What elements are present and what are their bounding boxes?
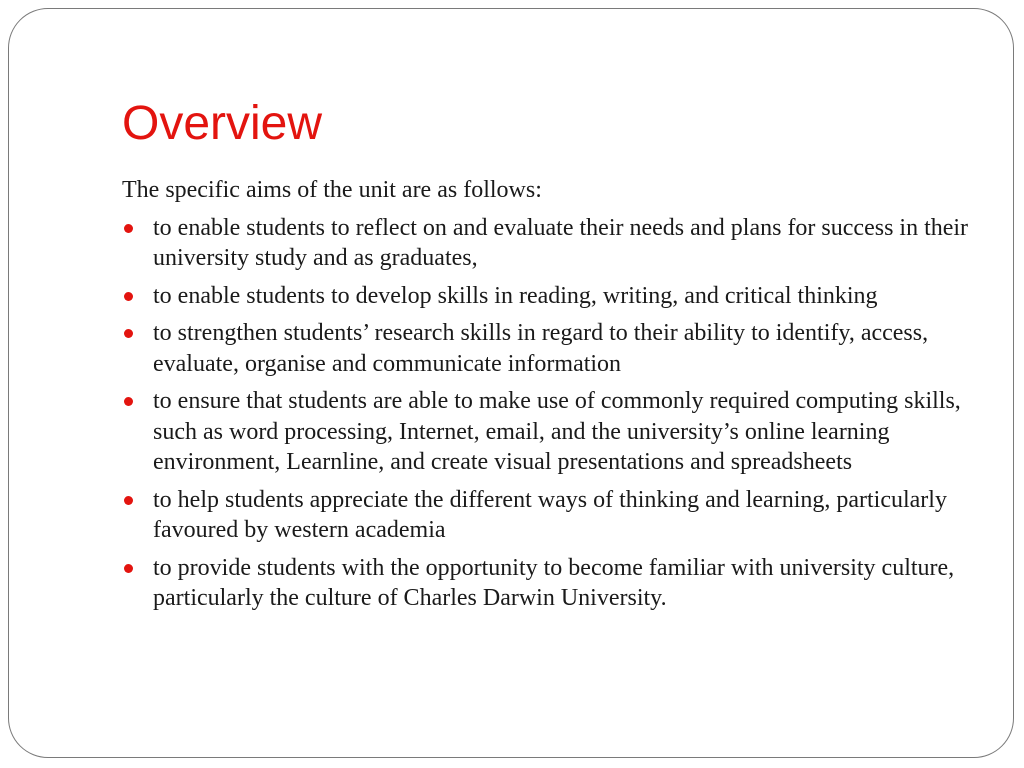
list-item [122, 213, 982, 274]
list-item [122, 318, 982, 379]
slide-frame [8, 8, 1014, 758]
aim-text: to provide students with the opportunity to become familiar with university culture, particularly the culture of Charles Darwin University. [153, 554, 955, 611]
dot-bullet-icon [124, 496, 133, 505]
list-item [122, 281, 982, 312]
intro-text: The specific aims of the unit are as follows: [122, 177, 542, 203]
dot-bullet-icon [124, 564, 133, 573]
aim-text: to enable students to reflect on and evaluate their needs and plans for success in their university study and as graduates, [153, 214, 969, 271]
aim-text: to help students appreciate the different ways of thinking and learning, particularly favoured by western academia [153, 486, 947, 543]
aim-text: to ensure that students are able to make use of commonly required computing skills, such as word processing, Internet, email, and the university’s online learning environment, Learnline, and create visual presentations and spreadsheets [153, 388, 961, 475]
dot-bullet-icon [124, 292, 133, 301]
slide-body [122, 175, 982, 621]
aim-text: to strengthen students’ research skills in regard to their ability to identify, access, evaluate, organise and communicate information [153, 320, 929, 377]
aim-text: to enable students to develop skills in reading, writing, and critical thinking [153, 282, 878, 309]
dot-bullet-icon [124, 397, 133, 406]
list-item [122, 553, 982, 614]
dot-bullet-icon [124, 329, 133, 338]
dot-bullet-icon [124, 224, 133, 233]
list-item [122, 386, 982, 478]
list-item [122, 485, 982, 546]
slide-title: Overview [122, 97, 323, 150]
aims-list [122, 213, 982, 614]
